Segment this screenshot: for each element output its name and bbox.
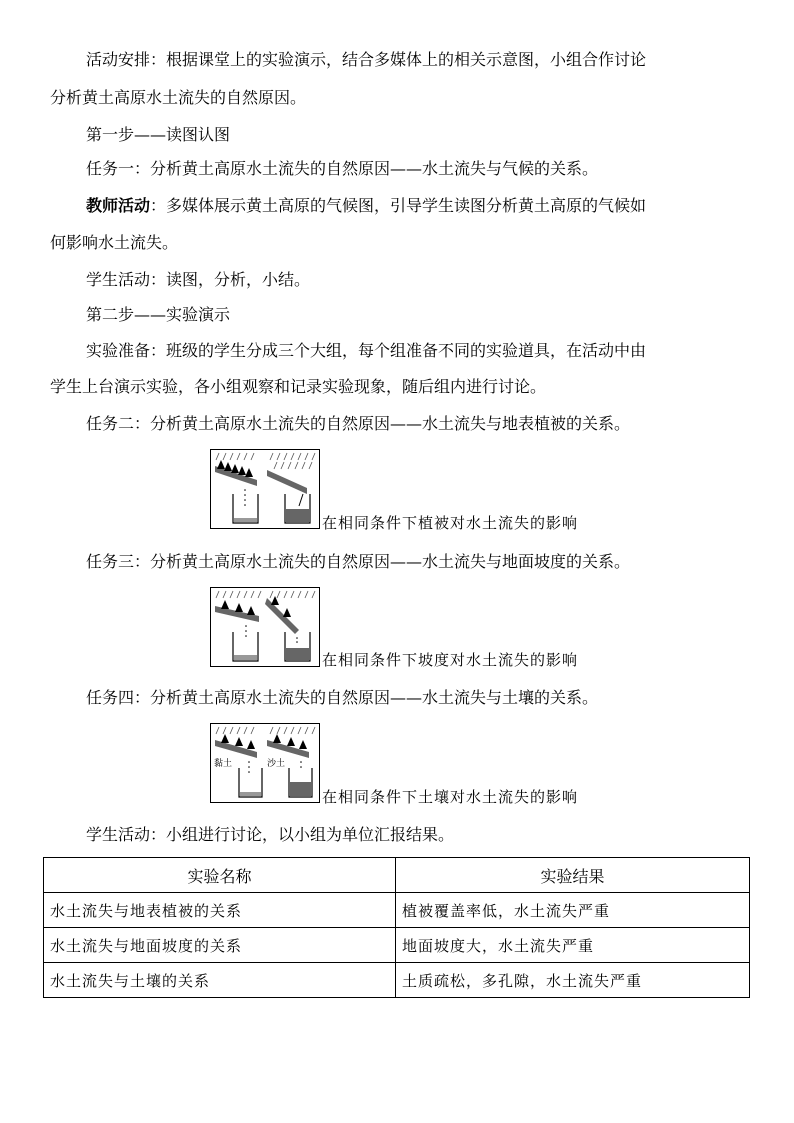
table-cell-name: 水土流失与地面坡度的关系 (44, 928, 396, 963)
table-cell-name: 水土流失与地表植被的关系 (44, 893, 396, 928)
teacher-activity-text: ：多媒体展示黄土高原的气候图，引导学生读图分析黄土高原的气候如 (150, 196, 647, 215)
figure-vegetation-caption: 在相同条件下植被对水土流失的影响 (322, 514, 579, 532)
fig3-label-clay: 黏土 (214, 759, 233, 769)
student-activity-1: 学生活动：读图，分析，小结。 (86, 270, 311, 289)
table-header-row (44, 858, 750, 893)
task1-text: 任务一：分析黄土高原水土流失的自然原因——水土流失与气候的关系。 (86, 159, 599, 178)
prep-line1: 实验准备：班级的学生分成三个大组，每个组准备不同的实验道具，在活动中由 (86, 341, 647, 360)
task4-text: 任务四：分析黄土高原水土流失的自然原因——水土流失与土壤的关系。 (86, 688, 599, 707)
fig3-label-sand: 沙土 (267, 759, 286, 769)
teacher-label: 教师活动 (86, 196, 151, 215)
figure-soil-caption: 在相同条件下土壤对水土流失的影响 (322, 788, 579, 806)
task3-text: 任务三：分析黄土高原水土流失的自然原因——水土流失与地面坡度的关系。 (86, 552, 631, 571)
figure-soil (210, 723, 320, 803)
table-cell-result: 土质疏松，多孔隙，水土流失严重 (396, 963, 750, 998)
table-cell-result: 植被覆盖率低，水土流失严重 (396, 893, 750, 928)
paragraph-activity-line2: 分析黄土高原水土流失的自然原因。 (50, 88, 307, 107)
table-cell-result: 地面坡度大，水土流失严重 (396, 928, 750, 963)
soil-experiment-diagram (211, 724, 318, 801)
header-experiment-result: 实验结果 (396, 858, 750, 893)
table-row (44, 893, 750, 928)
results-table (43, 857, 750, 998)
table-row (44, 928, 750, 963)
figure-slope (210, 587, 320, 667)
paragraph-activity-line1: 活动安排：根据课堂上的实验演示，结合多媒体上的相关示意图，小组合作讨论 (86, 50, 647, 69)
teacher-activity-line2: 何影响水土流失。 (50, 233, 179, 252)
teacher-activity-line1 (86, 196, 646, 216)
table-row (44, 963, 750, 998)
task2-text: 任务二：分析黄土高原水土流失的自然原因——水土流失与地表植被的关系。 (86, 414, 631, 433)
figure-slope-caption: 在相同条件下坡度对水土流失的影响 (322, 651, 579, 669)
prep-line2: 学生上台演示实验，各小组观察和记录实验现象，随后组内进行讨论。 (50, 377, 547, 396)
figure-vegetation (210, 449, 320, 529)
step2-heading: 第二步——实验演示 (86, 305, 231, 324)
table-cell-name: 水土流失与土壤的关系 (44, 963, 396, 998)
header-experiment-name: 实验名称 (44, 858, 396, 893)
vegetation-experiment-diagram (211, 450, 318, 527)
step1-heading: 第一步——读图认图 (86, 125, 231, 144)
slope-experiment-diagram (211, 588, 318, 665)
student-activity-2: 学生活动：小组进行讨论，以小组为单位汇报结果。 (86, 825, 455, 844)
